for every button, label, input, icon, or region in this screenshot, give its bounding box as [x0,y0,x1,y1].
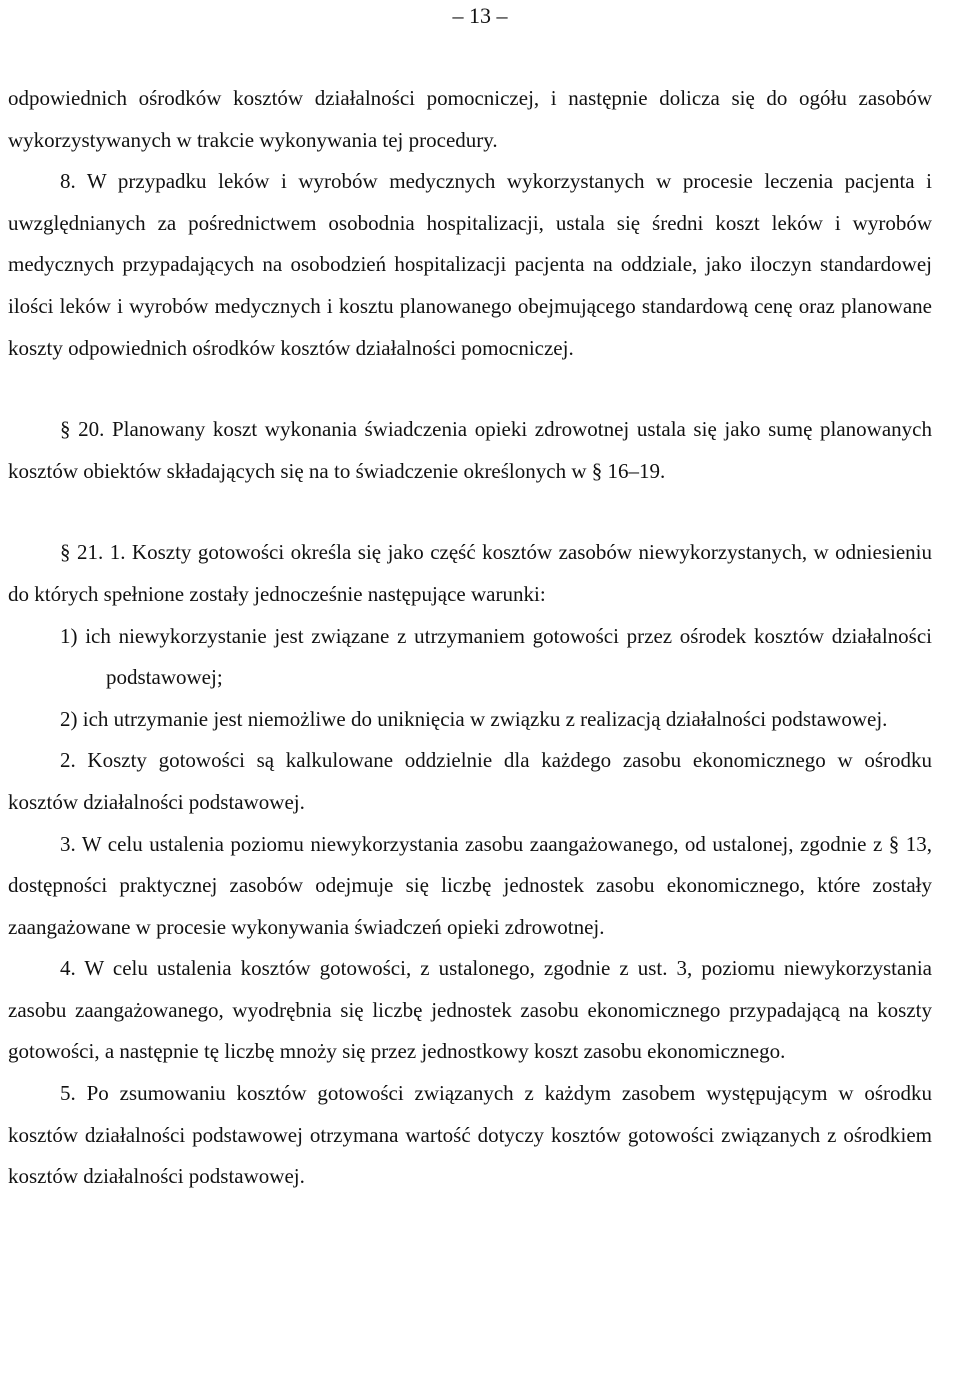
list-item-2: 2) ich utrzymanie jest niemożliwe do uniknięcia w związku z realizacją działalności podstawowej. [60,706,888,731]
paragraph-continuation: odpowiednich ośrodków kosztów działalności pomocniczej, i następnie dolicza się do ogółu zasobów wykorzystywanych w trakcie wykonywania tej procedury. [8,86,932,152]
section-21-1: § 21. 1. Koszty gotowości określa się jako część kosztów zasobów niewykorzystanych, w odniesieniu do których spełnione zostały jednocześnie następujące warunki: [8,540,932,606]
list-item-1: 1) ich niewykorzystanie jest związane z utrzymaniem gotowości przez ośrodek kosztów działalności podstawowej; [60,623,932,690]
paragraph-8: 8. W przypadku leków i wyrobów medycznych wykorzystanych w procesie leczenia pacjenta i uwzględnianych za pośrednictwem osobodnia hospitalizacji, ustala się średni koszt leków i wyrobów medycznych przypadających na osobodzień hospitalizacji pacjenta na oddziale, jako iloczyn standardowej ilości leków i wyrobów medycznych i kosztu planowanego obejmującego standardową cenę oraz planowane koszty odpowiednich ośrodków kosztów działalności pomocniczej. [8,169,932,360]
document-body [8,78,932,1198]
page-number: – 13 – [452,3,508,28]
section-21-2: 2. Koszty gotowości są kalkulowane oddzielnie dla każdego zasobu ekonomicznego w ośrodku kosztów działalności podstawowej. [8,748,932,814]
section-21-5: 5. Po zsumowaniu kosztów gotowości związanych z każdym zasobem występującym w ośrodku kosztów działalności podstawowej otrzymana wartość dotyczy kosztów gotowości związanych z ośrodkiem kosztów działalności podstawowej. [8,1081,932,1189]
section-20: § 20. Planowany koszt wykonania świadczenia opieki zdrowotnej ustala się jako sumę planowanych kosztów obiektów składających się na to świadczenie określonych w § 16–19. [8,417,932,483]
section-21-4: 4. W celu ustalenia kosztów gotowości, z ustalonego, zgodnie z ust. 3, poziomu niewykorzystania zasobu zaangażowanego, wyodrębnia się liczbę jednostek zasobu ekonomicznego przypadającą na koszty gotowości, a następnie tę liczbę mnoży się przez jednostkowy koszt zasobu ekonomicznego. [8,956,932,1064]
section-21-3: 3. W celu ustalenia poziomu niewykorzystania zasobu zaangażowanego, od ustalonej, zgodnie z § 13, dostępności praktycznej zasobów odejmuje się liczbę jednostek zasobu ekonomicznego, które zostały zaangażowane w procesie wykonywania świadczeń opieki zdrowotnej. [8,831,932,939]
